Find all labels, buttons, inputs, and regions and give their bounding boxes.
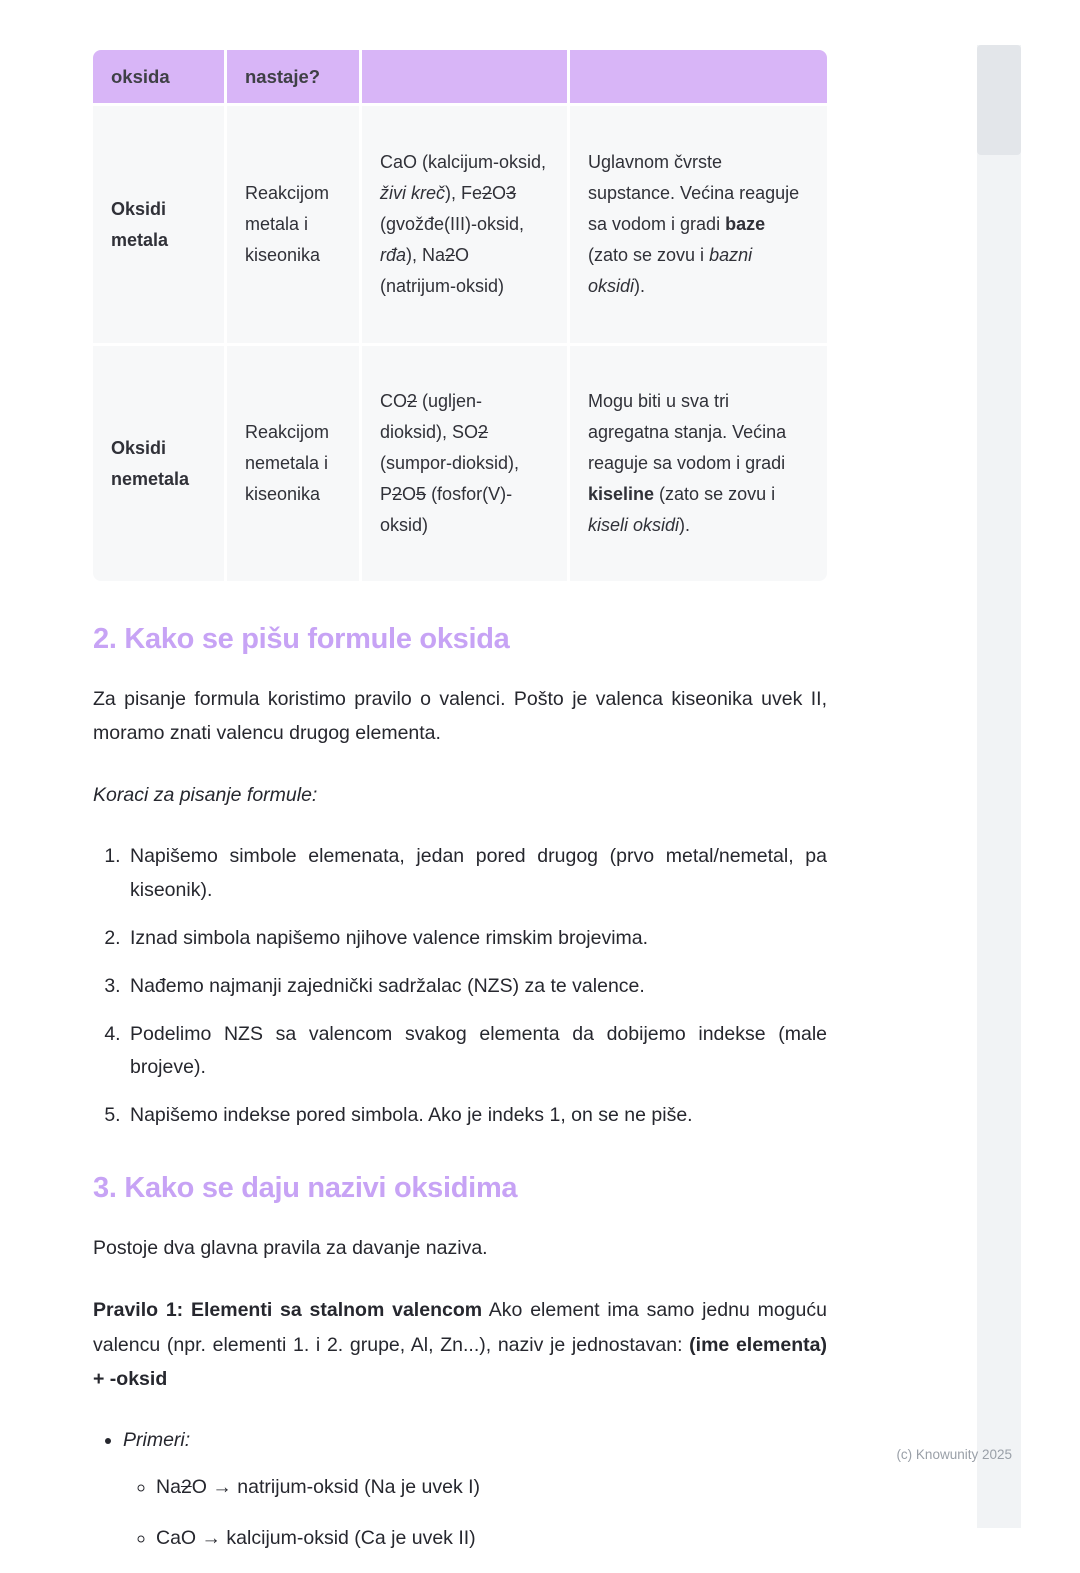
bullet-list — [93, 1424, 827, 1555]
step-item-2: 2. Iznad simbola napišemo njihove valence rimskim brojevima. — [126, 922, 827, 955]
document-content — [93, 50, 827, 1573]
primeri-sublist — [123, 1471, 827, 1555]
table-cell-nemetala-svojstva: Mogu biti u sva tri agregatna stanja. Većina reaguje sa vodom i gradi kiseline (zato se zovu i kiseli oksidi). — [570, 346, 827, 581]
table-header-nastaje: nastaje? — [227, 50, 359, 103]
step-item-5: 5. Napišemo indekse pored simbola. Ako je indeks 1, on se ne piše. — [126, 1099, 827, 1132]
section-heading-nazivi: 3. Kako se daju nazivi oksidima — [93, 1172, 518, 1205]
primer-item-na2o: ◦ Na2O → natrijum-oksid (Na je uvek I) — [156, 1471, 827, 1504]
steps-list — [93, 840, 827, 1132]
table-cell-nemetala-nastanak: Reakcijom nemetala i kiseonika — [227, 346, 359, 581]
scrollbar-track[interactable] — [977, 45, 1021, 1528]
table-cell-nemetala-primeri: CO2 (ugljen-dioksid), SO2 (sumpor-dioksid), P2O5 (fosfor(V)-oksid) — [362, 346, 567, 581]
step-item-3: 3. Nađemo najmanji zajednički sadržalac (NZS) za te valence. — [126, 970, 827, 1003]
primer-item-cao: ◦ CaO → kalcijum-oksid (Ca je uvek II) — [156, 1522, 827, 1555]
paragraph-formule-intro: Za pisanje formula koristimo pravilo o valenci. Pošto je valenca kiseonika uvek II, moramo znati valencu drugog elementa. — [93, 688, 827, 745]
primeri-label: Primeri: — [123, 1428, 191, 1451]
paragraph-nazivi-intro: Postoje dva glavna pravila za davanje naziva. — [93, 1237, 488, 1260]
bullet-primeri — [123, 1424, 827, 1555]
oxide-table — [93, 50, 827, 581]
paragraph-koraci-label: Koraci za pisanje formule: — [93, 784, 318, 807]
footer-credit: (c) Knowunity 2025 — [896, 1447, 1012, 1462]
scrollbar-thumb[interactable] — [977, 45, 1021, 155]
table-cell-oksidi-nemetala: Oksidi nemetala — [93, 346, 224, 581]
table-header-empty-1 — [362, 50, 567, 103]
table-header-oksida: oksida — [93, 50, 224, 103]
table-cell-metala-svojstva: Uglavnom čvrste supstance. Većina reaguje sa vodom i gradi baze (zato se zovu i bazni oksidi). — [570, 106, 827, 343]
step-item-4: 4. Podelimo NZS sa valencom svakog elementa da dobijemo indekse (male brojeve). — [126, 1018, 827, 1084]
table-header-empty-2 — [570, 50, 827, 103]
table-cell-oksidi-metala: Oksidi metala — [93, 106, 224, 343]
section-heading-formule: 2. Kako se pišu formule oksida — [93, 623, 510, 655]
table-cell-metala-primeri: CaO (kalcijum-oksid, živi kreč), Fe2O3 (gvožđe(III)-oksid, rđa), Na2O (natrijum-oksid) — [362, 106, 567, 343]
paragraph-pravilo-1: Pravilo 1: Elementi sa stalnom valencom Ako element ima samo jednu moguću valencu (npr. elementi 1. i 2. grupe, Al, Zn...), naziv je jednostavan: (ime elementa) + -oksid — [93, 1299, 827, 1390]
table-cell-metala-nastanak: Reakcijom metala i kiseonika — [227, 106, 359, 343]
step-item-1: 1. Napišemo simbole elemenata, jedan pored drugog (prvo metal/nemetal, pa kiseonik). — [126, 840, 827, 906]
